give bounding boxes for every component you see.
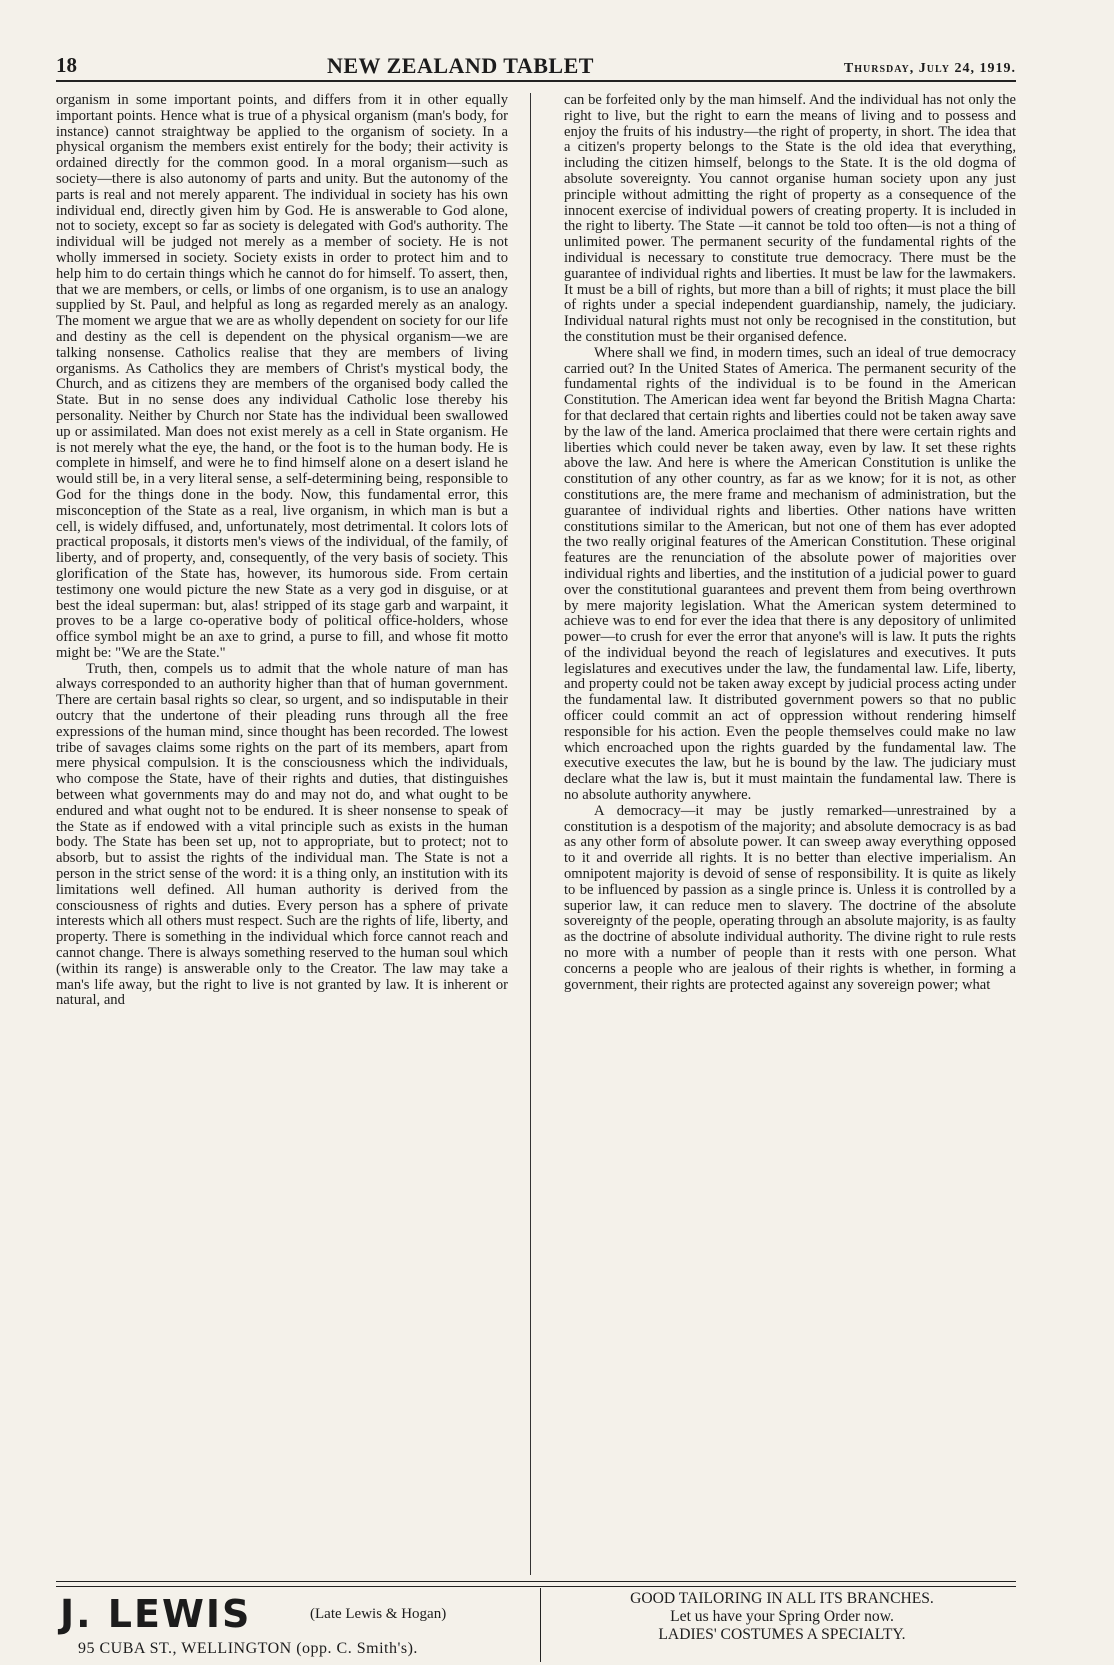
left-column (56, 93, 508, 1575)
advertiser-address: 95 CUBA ST., WELLINGTON (opp. C. Smith's). (78, 1640, 418, 1657)
advertiser-name: J. LEWIS (60, 1592, 252, 1636)
masthead (56, 50, 1016, 82)
ad-line: LADIES' COSTUMES A SPECIALTY. (658, 1626, 906, 1643)
advertisement-divider (540, 1588, 541, 1662)
right-column (564, 93, 1016, 1575)
newspaper-title: NEW ZEALAND TABLET (326, 53, 594, 78)
paragraph: Where shall we find, in modern times, such an ideal of true democracy carried out? In the United States of America. The permanent security of the fundamental rights of the individual is to be found in the American Constitution. The American idea went far beyond the British Magna Charta: for that declared that certain rights and liberties could not be taken away save by the law of the land. America proclaimed that there were certain rights and liberties which could never be taken away, even by law. It set these rights above the law. And here is where the American Constitution is unlike the constitution of any other country, as far as we know; for it is not, as other constitutions are, the mere frame and mechanism of administration, but the guarantee of individual rights and liberties. Other nations have written constitutions similar to the American, but not one of them has ever adopted the two really original features of the American Constitution. These original features are the renunciation of the absolute power of majorities over individual rights and liberties, and the institution of a judicial power to guard over the constitutional guarantees and prevent them from being overthrown by mere majority legislation. What the American system determined to achieve was to end for ever the idea that there is any depository of unlimited power—to crush for ever the error that anyone's will is law. It puts the rights of the individual beyond the reach of legislatures and executives. It puts legislatures and executives under the law, the fundamental law. Life, liberty, and property could not be taken away except by judicial process acting under the fundamental law. It distributed government powers so that no public officer could commit an act of oppression without rendering himself responsible for his action. Even the people themselves could make no law which encroached upon the rights guarded by the fundamental law. The executive executes the law, but he is bound by the law. The judiciary must declare what the law is, but it must maintain the fundamental law. There is no absolute authority anywhere. (564, 344, 1016, 804)
page-number: 18 (56, 53, 77, 77)
article-body (56, 93, 1016, 1575)
tailoring-advertisement (548, 1590, 1016, 1662)
column-divider (530, 93, 531, 1575)
ad-line: GOOD TAILORING IN ALL ITS BRANCHES. (630, 1590, 934, 1607)
advertiser-note: (Late Lewis & Hogan) (310, 1606, 447, 1622)
lewis-advertisement (56, 1590, 526, 1662)
paragraph: Truth, then, compels us to admit that the whole nature of man has always corresponded to an authority higher than that of human government. There are certain basal rights so clear, so urgent, and so indisputable in their outcry that the undertone of their pleading runs through all the free expressions of the human mind, since thought has been recorded. The lowest tribe of savages claims some rights on the part of its members, apart from mere physical compulsion. It is the consciousness which the individuals, who compose the State, have of their rights and duties, that distinguishes between what governments may do and may not do, and what ought to be endured and what ought not to be endured. It is sheer nonsense to speak of the State as if endowed with a vital principle such as exists in the human body. The State has been set up, not to appropriate, but to protect; not to absorb, but to assist the rights of the individual man. The State is not a person in the strict sense of the word: it is a thing only, an institution with its limitations well defined. All human authority is derived from the consciousness of rights and duties. Every person has a sphere of private interests which all others must respect. Such are the rights of life, liberty, and property. There is something in the individual which force cannot reach and cannot change. There is always something reserved to the human soul which (within its range) is answerable only to the Creator. The law may take a man's life away, but the right to live is not granted by law. It is inherent or natural, and (56, 660, 508, 1009)
paragraph: can be forfeited only by the man himself. And the individual has not only the right to live, but the right to earn the means of living and to possess and enjoy the fruits of his industry—the right of property, in short. The idea that a citizen's property belongs to the State is the old idea that everything, including the citizen himself, belongs to the State. It is the old dogma of absolute sovereignty. You cannot organise human society upon any just principle without admitting the right of property as a consequence of the innocent exercise of individual powers of creating property. It is included in the right to liberty. The State —it cannot be told too often—is not a thing of unlimited power. The permanent security of the fundamental rights of the individual is necessary to constitute true democracy. There must be the guarantee of individual rights and liberties. It must be law for the lawmakers. It must be a bill of rights, but more than a bill of rights; it must place the bill of rights under a special independent guardianship, namely, the judiciary. Individual natural rights must not only be recognised in the constitution, but the constitution must be their organised defence. (564, 93, 1016, 345)
footer-divider (56, 1581, 1016, 1587)
issue-date: Thursday, July 24, 1919. (843, 61, 1016, 76)
ad-line: Let us have your Spring Order now. (670, 1608, 894, 1625)
paragraph: A democracy—it may be justly remarked—unrestrained by a constitution is a despotism of the majority; and absolute democracy is as bad as any other form of absolute power. It can sweep away everything opposed to it and override all rights. It is no better than elective imperialism. An omnipotent majority is devoid of sense of responsibility. It is quite as likely to be influenced by passion as a single prince is. Unless it is controlled by a superior law, it can reduce men to slavery. The doctrine of the absolute sovereignty of the people, operating through an absolute majority, is as faulty as the doctrine of absolute individual authority. The divine right to rule rests no more with a number of people than it rests with one person. What concerns a people who are jealous of their rights is whether, in forming a government, their rights are protected against any sovereign power; what (564, 802, 1016, 993)
paragraph: organism in some important points, and differs from it in other equally important points. Hence what is true of a physical organism (man's body, for instance) cannot straightway be applied to the organism of society. In a physical organism the members exist entirely for the body; their activity is ordained directly for the common good. In a moral organism—such as society—there is also autonomy of parts and unity. But the autonomy of the parts is real and not merely apparent. The individual in society has his own individual end, directly given him by God. He is answerable to God alone, not to society, except so far as society is delegated with God's authority. The individual will be judged not merely as a member of society. He is not wholly immersed in society. Society exists in order to protect him and to help him to do certain things which he cannot do for himself. To assert, then, that we are members, or cells, or limbs of one organism, is to use an analogy supplied by St. Paul, and helpful as long as regarded merely as an analogy. The moment we argue that we are as wholly dependent on society for our life and destiny as the cell is dependent on the physical organism—we are talking nonsense. Catholics realise that they are members of living organisms. As Catholics they are members of Christ's mystical body, the Church, and as citizens they are members of the organised body called the State. But in no sense does any individual Catholic lose thereby his personality. Neither by Church nor State has the individual been swallowed up or assimilated. Man does not exist merely as a cell in State organism. He is not merely what the eye, the hand, or the foot is to the human body. He is complete in himself, and were he to find himself alone on a desert island he would still be, in a very literal sense, a self-determining being, responsible to God for the things done in the body. Now, this fundamental error, this misconception of the State as a real, live organism, in which man is but a cell, is widely diffused, and, unfortunately, most detrimental. It colors lots of practical proposals, it distorts men's views of the individual, of the family, of liberty, and of property, and, consequently, of the very basis of society. This glorification of the State has, however, its humorous side. From certain testimony one would picture the new State as a very god in disguise, or at best the ideal superman: but, alas! stripped of its stage garb and warpaint, it proves to be a large co-operative body of political office-holders, whose office symbol might be an axe to grind, a purse to fill, and whose fit motto might be: "We are the State." (56, 93, 508, 661)
